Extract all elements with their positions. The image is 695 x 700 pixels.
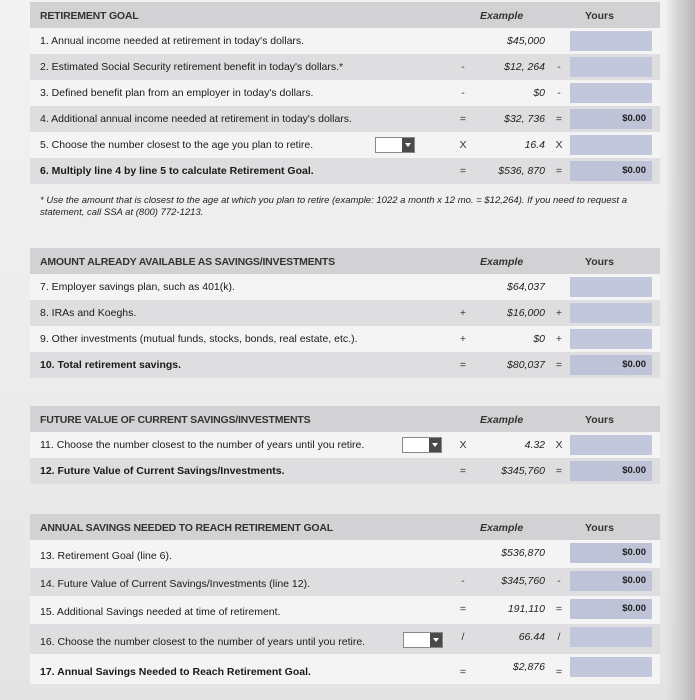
table-row bbox=[30, 432, 660, 458]
yours-value-line14: $0.00 bbox=[570, 571, 652, 591]
operator: + bbox=[459, 333, 467, 345]
operator: = bbox=[555, 113, 563, 125]
row-label: 16. Choose the number closest to the number of years until you retire. bbox=[40, 636, 366, 648]
operator: / bbox=[461, 631, 465, 643]
table-row bbox=[30, 132, 660, 158]
annual-savings-header bbox=[30, 514, 660, 540]
operator: X bbox=[555, 439, 563, 451]
table-row bbox=[30, 352, 660, 378]
table-row bbox=[30, 80, 660, 106]
yours-column-header: Yours bbox=[585, 522, 614, 534]
operator: - bbox=[461, 575, 465, 587]
operator: = bbox=[459, 359, 467, 371]
future-value-header bbox=[30, 406, 660, 432]
example-value: $45,000 bbox=[507, 35, 545, 47]
yours-value-line4: $0.00 bbox=[570, 109, 652, 129]
section-title: ANNUAL SAVINGS NEEDED TO REACH RETIREMENT GOAL bbox=[40, 522, 333, 534]
table-row bbox=[30, 106, 660, 132]
example-column-header: Example bbox=[480, 414, 524, 426]
yours-value-line10: $0.00 bbox=[570, 355, 652, 375]
operator: - bbox=[461, 61, 465, 73]
example-value: $536, 870 bbox=[498, 165, 545, 177]
table-row bbox=[30, 158, 660, 184]
example-value: 16.4 bbox=[524, 139, 545, 151]
example-value: 4.32 bbox=[524, 439, 545, 451]
operator: X bbox=[555, 139, 563, 151]
row-label: 15. Additional Savings needed at time of retirement. bbox=[40, 606, 281, 618]
example-value: $80,037 bbox=[507, 359, 545, 371]
chevron-down-icon bbox=[430, 633, 442, 647]
years-to-retire-select[interactable] bbox=[402, 437, 442, 453]
operator: - bbox=[557, 575, 561, 587]
operator: - bbox=[557, 61, 561, 73]
table-row bbox=[30, 654, 660, 684]
operator: = bbox=[459, 113, 467, 125]
page-edge-shadow bbox=[665, 0, 695, 700]
example-value: $32, 736 bbox=[504, 113, 545, 125]
example-value: $2,876 bbox=[512, 661, 545, 673]
row-label: 1. Annual income needed at retirement in today's dollars. bbox=[40, 35, 305, 47]
example-value: 66.44 bbox=[518, 631, 545, 643]
table-row bbox=[30, 54, 660, 80]
table-row bbox=[30, 458, 660, 484]
table-row bbox=[30, 596, 660, 624]
row-label: 10. Total retirement savings. bbox=[40, 359, 182, 371]
row-label: 13. Retirement Goal (line 6). bbox=[40, 550, 172, 562]
operator: - bbox=[557, 87, 561, 99]
example-column-header: Example bbox=[480, 256, 524, 268]
retirement-goal-header bbox=[30, 2, 660, 28]
yours-input-line7[interactable] bbox=[570, 277, 652, 297]
operator: + bbox=[555, 333, 563, 345]
yours-value-line15: $0.00 bbox=[570, 599, 652, 619]
yours-column-header: Yours bbox=[585, 10, 614, 22]
row-label: 2. Estimated Social Security retirement benefit in today's dollars.* bbox=[40, 61, 344, 73]
example-value: $0 bbox=[533, 333, 545, 345]
operator: = bbox=[555, 603, 563, 615]
example-value: $12, 264 bbox=[504, 61, 545, 73]
table-row bbox=[30, 568, 660, 596]
chevron-down-icon bbox=[402, 138, 414, 152]
social-security-footnote: * Use the amount that is closest to the age at which you plan to retire (example: 1022 a month x 12 mo. = $12,264). If you need to request a statement, call SSA at (800) 772-1213. bbox=[40, 195, 627, 218]
row-label: 5. Choose the number closest to the age you plan to retire. bbox=[40, 139, 314, 151]
example-value: $64,037 bbox=[507, 281, 545, 293]
operator: = bbox=[459, 603, 467, 615]
yours-value-line6: $0.00 bbox=[570, 161, 652, 181]
operator: = bbox=[555, 165, 563, 177]
years-to-retire-select-2[interactable] bbox=[403, 632, 443, 648]
example-value: $536,870 bbox=[501, 547, 545, 559]
operator: = bbox=[555, 465, 563, 477]
row-label: 3. Defined benefit plan from an employer in today's dollars. bbox=[40, 87, 314, 99]
table-row bbox=[30, 28, 660, 54]
yours-input-line3[interactable] bbox=[570, 83, 652, 103]
operator: = bbox=[555, 359, 563, 371]
row-label: 8. IRAs and Koeghs. bbox=[40, 307, 137, 319]
operator: = bbox=[459, 165, 467, 177]
example-value: $16,000 bbox=[507, 307, 545, 319]
yours-input-line5[interactable] bbox=[570, 135, 652, 155]
section-title: FUTURE VALUE OF CURRENT SAVINGS/INVESTMENTS bbox=[40, 414, 311, 426]
table-row bbox=[30, 624, 660, 654]
example-value: $345,760 bbox=[501, 465, 545, 477]
section-title: AMOUNT ALREADY AVAILABLE AS SAVINGS/INVESTMENTS bbox=[40, 256, 335, 268]
row-label: 6. Multiply line 4 by line 5 to calculate Retirement Goal. bbox=[40, 165, 314, 177]
operator: X bbox=[459, 139, 467, 151]
yours-input-line16[interactable] bbox=[570, 627, 652, 647]
yours-column-header: Yours bbox=[585, 256, 614, 268]
yours-value-line13: $0.00 bbox=[570, 543, 652, 563]
example-value: 191,110 bbox=[507, 603, 545, 615]
section-title: RETIREMENT GOAL bbox=[40, 10, 139, 22]
yours-input-line9[interactable] bbox=[570, 329, 652, 349]
retirement-age-select[interactable] bbox=[375, 137, 415, 153]
operator: X bbox=[459, 439, 467, 451]
yours-input-line1[interactable] bbox=[570, 31, 652, 51]
example-value: $345,760 bbox=[501, 575, 545, 587]
row-label: 14. Future Value of Current Savings/Investments (line 12). bbox=[40, 578, 311, 590]
operator: = bbox=[459, 666, 467, 678]
table-row bbox=[30, 326, 660, 352]
table-row bbox=[30, 540, 660, 568]
operator: + bbox=[459, 307, 467, 319]
operator: = bbox=[555, 666, 563, 678]
row-label: 9. Other investments (mutual funds, stocks, bonds, real estate, etc.). bbox=[40, 333, 358, 345]
savings-header bbox=[30, 248, 660, 274]
row-label: 11. Choose the number closest to the number of years until you retire. bbox=[40, 439, 365, 451]
chevron-down-icon bbox=[429, 438, 441, 452]
row-label: 7. Employer savings plan, such as 401(k). bbox=[40, 281, 235, 293]
yours-value-line17 bbox=[570, 657, 652, 677]
row-label: 17. Annual Savings Needed to Reach Retirement Goal. bbox=[40, 666, 311, 678]
operator: = bbox=[459, 465, 467, 477]
operator: / bbox=[557, 631, 561, 643]
example-value: $0 bbox=[533, 87, 545, 99]
table-row bbox=[30, 274, 660, 300]
yours-input-line2[interactable] bbox=[570, 57, 652, 77]
operator: - bbox=[461, 87, 465, 99]
yours-value-line12: $0.00 bbox=[570, 461, 652, 481]
example-column-header: Example bbox=[480, 10, 524, 22]
row-label: 4. Additional annual income needed at retirement in today's dollars. bbox=[40, 113, 352, 125]
yours-input-line8[interactable] bbox=[570, 303, 652, 323]
yours-input-line11[interactable] bbox=[570, 435, 652, 455]
row-label: 12. Future Value of Current Savings/Investments. bbox=[40, 465, 285, 477]
operator: + bbox=[555, 307, 563, 319]
yours-column-header: Yours bbox=[585, 414, 614, 426]
example-column-header: Example bbox=[480, 522, 524, 534]
table-row bbox=[30, 300, 660, 326]
